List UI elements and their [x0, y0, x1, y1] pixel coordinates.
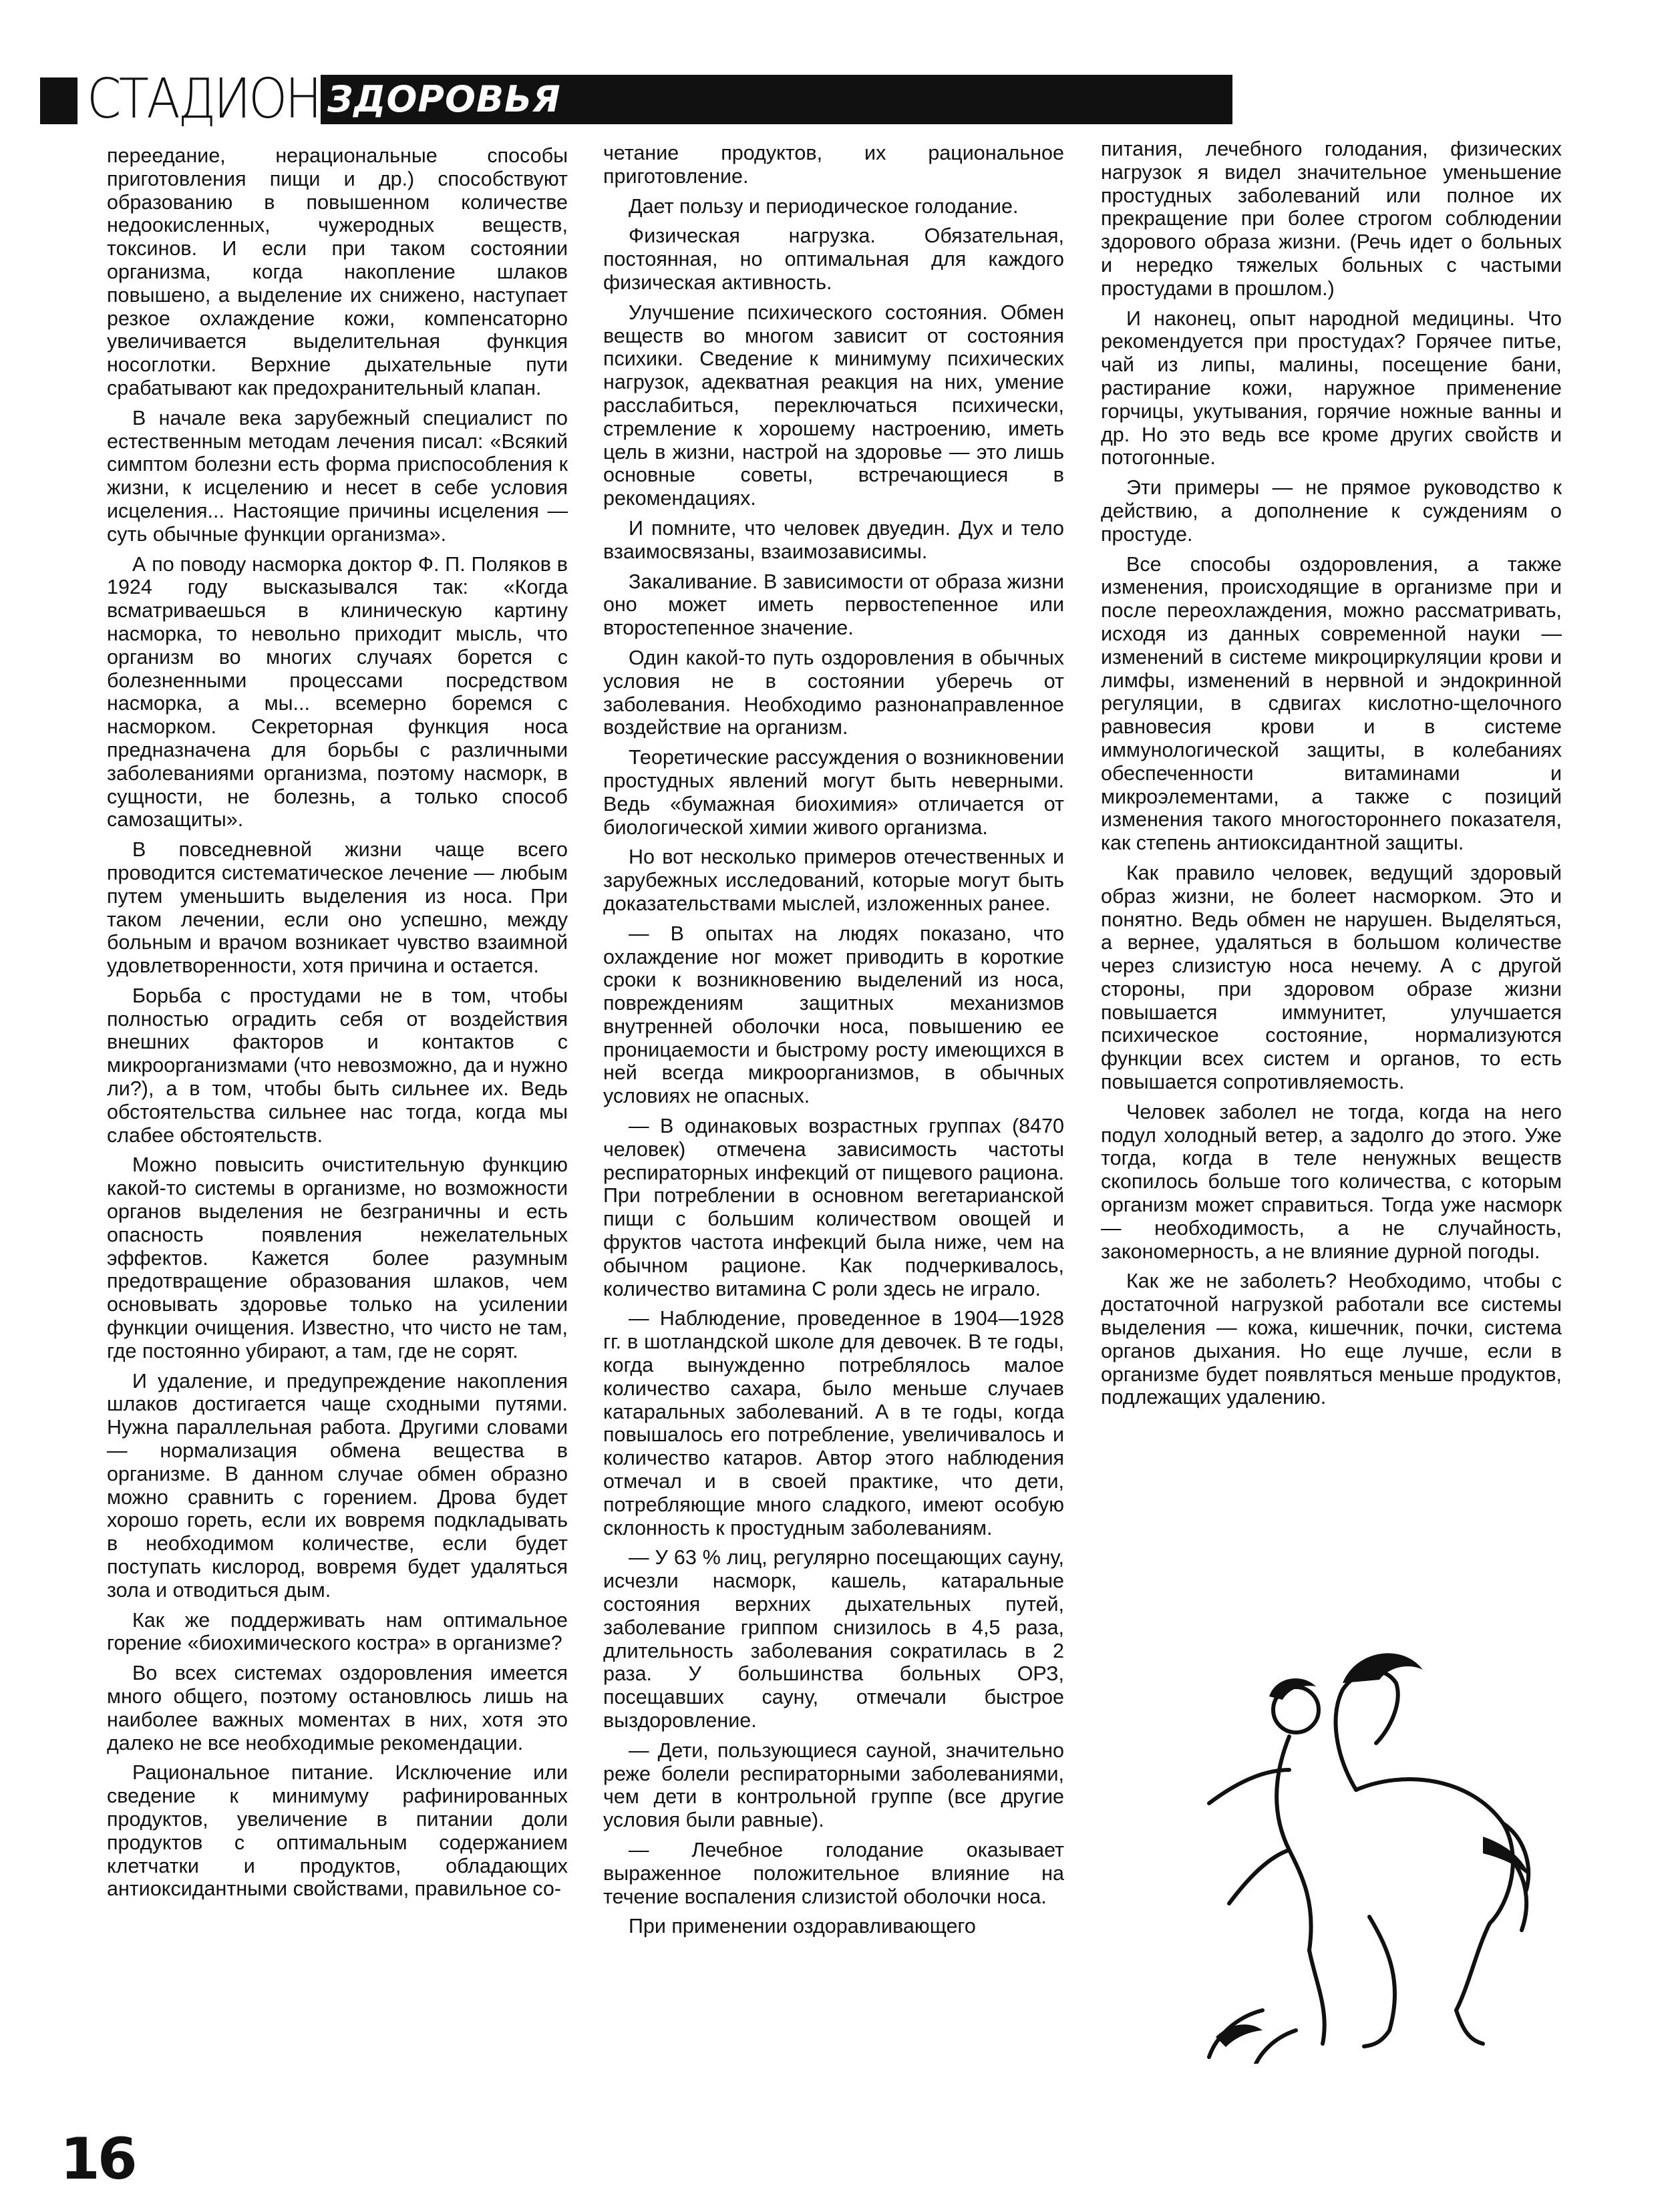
paragraph: Человек заболел не тогда, когда на него подул холодный ветер, а задолго до этого. Уже тогда, когда в теле ненужных веществ скопилось больше того количества, с которым организм может справиться. Тогда уже насморк — необходимость, а не случайность, закономерность, а не влияние дурной погоды. — [1101, 1100, 1562, 1263]
paragraph: В повседневной жизни чаще всего проводится систематическое лечение — любым путем уменьшить выделения из носа. При таком лечении, если оно успешно, между больным и врачом возникает чувство взаимной удовлетворенности, хотя причина и остается. — [107, 838, 568, 978]
paragraph: Один какой-то путь оздоровления в обычных условия не в состоянии уберечь от заболевания. Необходимо разнонаправленное воздействие на организм. — [603, 646, 1064, 739]
paragraph: И помните, что человек двуедин. Дух и тело взаимосвязаны, взаимозависимы. — [603, 516, 1064, 563]
paragraph: — Лечебное голодание оказывает выраженное положительное влияние на течение воспаления слизистой оболочки носа. — [603, 1838, 1064, 1908]
paragraph: Борьба с простудами не в том, чтобы полностью оградить себя от воздействия внешних факторов и контактов с микроорганизмами (что невозможно, да и нужно ли?), а в том, чтобы быть сильнее их. Ведь обстоятельства сильнее нас тогда, когда мы слабее обстоятельств. — [107, 984, 568, 1147]
paragraph: Как же поддерживать нам оптимальное горение «биохимического костра» в организме? — [107, 1608, 568, 1655]
paragraph: Улучшение психического состояния. Обмен веществ во многом зависит от состояния психики. Сведение к минимуму психических нагрузок, адекватная реакция на них, умение расслабиться, переключаться психически, стремление к хорошему настроению, иметь цель в жизни, настрой на здоровье — это лишь основные советы, встречающиеся в рекомендациях. — [603, 301, 1064, 510]
paragraph: Как же не заболеть? Необходимо, чтобы с достаточной нагрузкой работали все системы выделения — кожа, кишечник, почки, система органов дыхания. Но еще лучше, если в организме будет появляться меньше продуктов, подлежащих удалению. — [1101, 1270, 1562, 1409]
article-column-3 — [1101, 138, 1562, 1416]
paragraph: Как правило человек, ведущий здоровый образ жизни, не болеет насморком. Это и понятно. Ведь обмен не нарушен. Выделяться, а вернее, удаляться в большом количестве через слизистую носа нечему. А с другой стороны, при здоровом образе жизни повышается иммунитет, улучшается психическое состояние, нормализуются функции всех систем и органов, то есть повышается сопротивляемость. — [1101, 861, 1562, 1094]
illustration-figure-on-horse — [1189, 1636, 1536, 2064]
paragraph: В начале века зарубежный специалист по естественным методам лечения писал: «Всякий симптом болезни есть форма приспособления к жизни, к исцелению и несет в себе условия исцеления... Настоящие причины исцеления — суть обычные функции организма». — [107, 406, 568, 546]
header-block-mark — [40, 77, 77, 124]
paragraph: питания, лечебного голодания, физических нагрузок я видел значительное уменьшение простудных заболеваний или полное их прекращение при более строгом соблюдении здорового образа жизни. (Речь идет о больных и нередко тяжелых больных с частыми простудами в прошлом.) — [1101, 138, 1562, 300]
paragraph: И удаление, и предупреждение накопления шлаков достигается чаще сходными путями. Нужна параллельная работа. Другими словами — нормализация обмена вещества в организме. В данном случае обмен образно можно сравнить с горением. Дрова будет хорошо гореть, если их вовремя подкладывать в необходимом количестве, если будет поступать кислород, вовремя будет удаляться зола и отводиться дым. — [107, 1369, 568, 1602]
paragraph: И наконец, опыт народной медицины. Что рекомендуется при простудах? Горячее питье, чай из липы, малины, посещение бани, растирание кожи, наружное применение горчицы, укутывания, горячие ножные ванны и др. Но это ведь все кроме других свойств и потогонные. — [1101, 307, 1562, 470]
paragraph: А по поводу насморка доктор Ф. П. Поляков в 1924 году высказывался так: «Когда всматриваешься в клиническую картину насморка, то невольно приходит мысль, что организм во многих случаях борется с болезненными процессами посредством насморка, а мы... всемерно боремся с насморком. Секреторная функция носа предназначена для борьбы с различными заболеваниями организма, поэтому насморк, в сущности, не болезнь, а только способ самозащиты». — [107, 552, 568, 832]
paragraph: — Дети, пользующиеся сауной, значительно реже болели респираторными заболеваниями, чем дети в контрольной группе (все другие условия были равные). — [603, 1738, 1064, 1832]
paragraph: Все способы оздоровления, а также изменения, происходящие в организме при и после переохлаждения, можно рассматривать, исходя из данных современной науки — изменений в системе микроциркуляции крови и лимфы, изменений в нервной и эндокринной регуляции, в сдвигах кислотно-щелочного равновесия крови и в системе иммунологической защиты, в колебаниях обеспеченности витаминами и микроэлементами, а также с позиций изменения такого многостороннего показателя, как степень антиоксидантной защиты. — [1101, 552, 1562, 855]
paragraph: Но вот несколько примеров отечественных и зарубежных исследований, которые могут быть доказательствами мыслей, изложенных ранее. — [603, 846, 1064, 915]
paragraph: — В одинаковых возрастных группах (8470 человек) отмечена зависимость частоты респираторных инфекций от пищевого рациона. При потреблении в основном вегетарианской пищи с большим количеством овощей и фруктов частота инфекций была ниже, чем на обычном рационе. Как подчеркивалось, количество витамина С роли здесь не играло. — [603, 1115, 1064, 1300]
paragraph: — В опытах на людях показано, что охлаждение ног может приводить в короткие сроки к возникновению выделений из носа, повреждениям защитных механизмов внутренней оболочки носа, повышению ее проницаемости и быстрому росту имеющихся в ней всегда микроорганизмов, в обычных условиях не опасных. — [603, 922, 1064, 1108]
paragraph: Дает пользу и периодическое голодание. — [629, 194, 1019, 218]
paragraph: Теоретические рассуждения о возникновении простудных явлений могут быть неверными. Ведь «бумажная биохимия» отличается от биологической химии живого организма. — [603, 746, 1064, 839]
paragraph: — У 63 % лиц, регулярно посещающих сауну, исчезли насморк, кашель, катаральные состояния верхних дыхательных путей, заболевание гриппом снизилось в 4,5 раза, длительность заболевания сократилась в 2 раза. У большинства больных ОРЗ, посещавших сауну, отмечали быстрое выздоровление. — [603, 1546, 1064, 1732]
paragraph: Эти примеры — не прямое руководство к действию, а дополнение к суждениям о простуде. — [1101, 476, 1562, 546]
article-column-1 — [107, 144, 568, 1907]
paragraph: переедание, нерациональные способы приготовления пищи и др.) способствуют образованию в повышенном количестве недоокисленных, чужеродных веществ, токсинов. И если при таком состоянии организма, когда накопление шлаков повышено, а выделение их снижено, наступает резкое охлаждение кожи, компенсаторно увеличивается выделительная функция носоглотки. Верхние дыхательные пути срабатывают как предохранительный клапан. — [107, 144, 568, 399]
paragraph: четание продуктов, их рациональное приготовление. — [603, 142, 1064, 188]
subsection-title: ЗДОРОВЬЯ — [327, 78, 561, 120]
paragraph: Закаливание. В зависимости от образа жизни оно может иметь первостепенное или второстепенное значение. — [603, 570, 1064, 640]
article-column-2 — [603, 142, 1064, 1945]
paragraph: Во всех системах оздоровления имеется много общего, поэтому остановлюсь лишь на наиболее важных моментах в них, хотя это далеко не все необходимые рекомендации. — [107, 1662, 568, 1755]
paragraph: При применении оздоравливающего — [629, 1915, 976, 1938]
page-number: 16 — [60, 2126, 135, 2193]
paragraph: — Наблюдение, проведенное в 1904—1928 гг. в шотландской школе для девочек. В те годы, когда вынужденно потреблялось малое количество сахара, было меньше случаев катаральных заболеваний. А в те годы, когда повышалось его потребление, увеличивалось и количество катаров. Автор этого наблюдения отмечал и в своей практике, что дети, потребляющие много сладкого, имеют особую склонность к простудным заболеваниям. — [603, 1307, 1064, 1539]
section-header — [33, 67, 1232, 131]
paragraph: Физическая нагрузка. Обязательная, постоянная, но оптимальная для каждого физическая активность. — [603, 224, 1064, 294]
paragraph: Рациональное питание. Исключение или сведение к минимуму рафинированных продуктов, увеличение в питании доли продуктов с оптимальным содержанием клетчатки и продуктов, обладающих антиоксидантными свойствами, правильное со- — [107, 1761, 568, 1901]
section-title: СТАДИОН — [87, 67, 320, 131]
paragraph: Можно повысить очистительную функцию какой-то системы в организме, но возможности органов выделения не безграничны и есть опасность появления нежелательных эффектов. Кажется более разумным предотвращение образования шлаков, чем основывать здоровье только на усилении функции очищения. Известно, что чисто не там, где постоянно убирают, а там, где не сорят. — [107, 1153, 568, 1362]
